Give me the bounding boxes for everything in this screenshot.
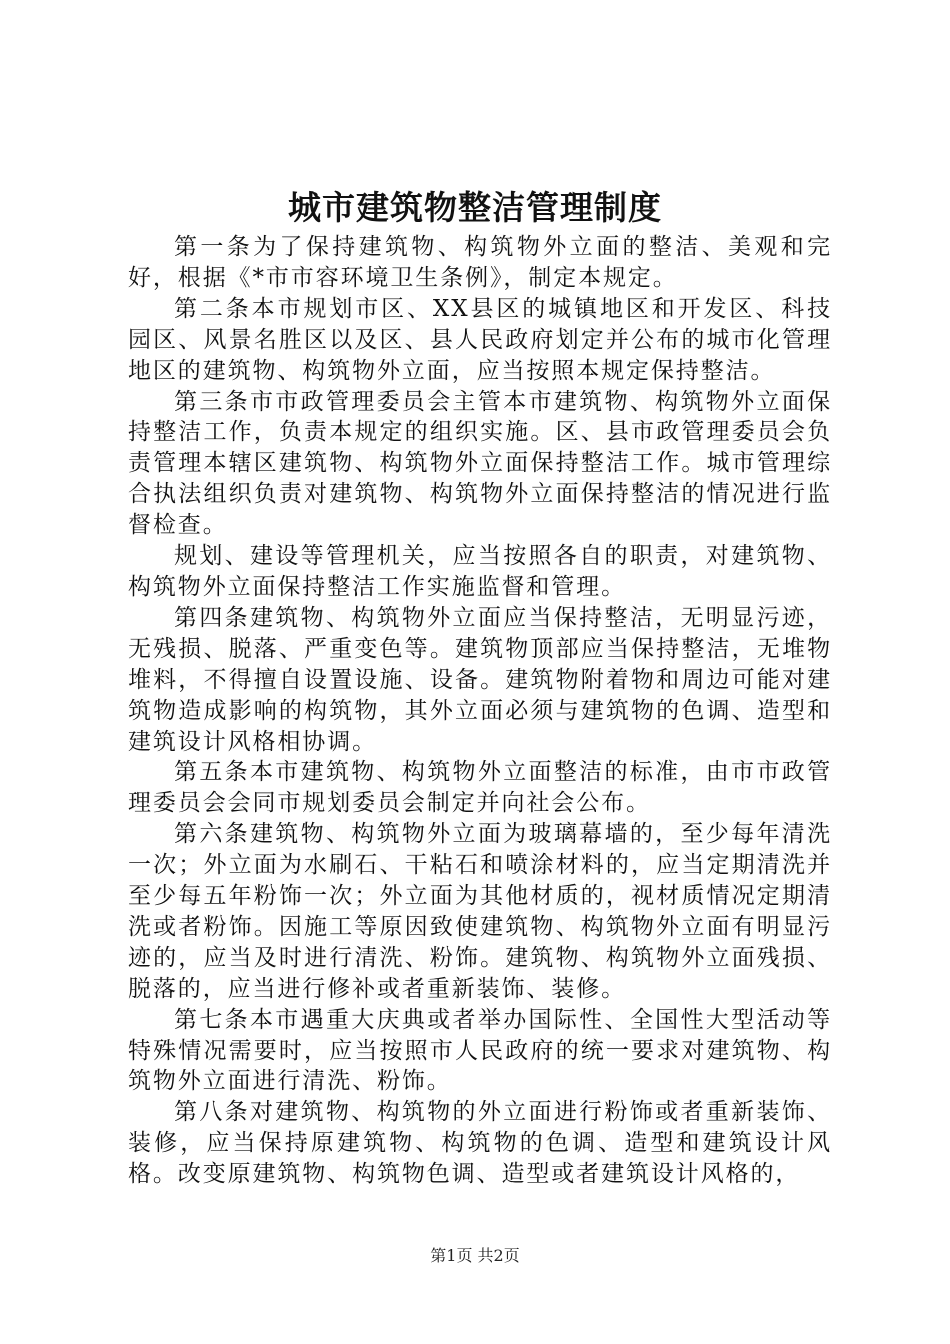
paragraph-article-2: 第二条本市规划市区、XX县区的城镇地区和开发区、科技园区、风景名胜区以及区、县人民政府划定并公布的城市化管理地区的建筑物、构筑物外立面，应当按照本规定保持整洁。: [128, 295, 832, 384]
paragraph-article-4: 第四条建筑物、构筑物外立面应当保持整洁，无明显污迹，无残损、脱落、严重变色等。建筑物顶部应当保持整洁，无堆物堆料，不得擅自设置设施、设备。建筑物附着物和周边可能对建筑物造成影响的构筑物，其外立面必须与建筑物的色调、造型和建筑设计风格相协调。: [128, 604, 832, 755]
paragraph-article-3-supplement: 规划、建设等管理机关，应当按照各自的职责，对建筑物、构筑物外立面保持整洁工作实施监督和管理。: [128, 543, 832, 600]
paragraph-article-8: 第八条对建筑物、构筑物的外立面进行粉饰或者重新装饰、装修，应当保持原建筑物、构筑物的色调、造型和建筑设计风格。改变原建筑物、构筑物色调、造型或者建筑设计风格的，: [128, 1099, 832, 1188]
page-number-footer: 第1页 共2页: [430, 1246, 520, 1265]
document-title: 城市建筑物整洁管理制度: [288, 188, 662, 227]
paragraph-article-5: 第五条本市建筑物、构筑物外立面整洁的标准，由市市政管理委员会会同市规划委员会制定并向社会公布。: [128, 759, 832, 817]
paragraph-article-6: 第六条建筑物、构筑物外立面为玻璃幕墙的，至少每年清洗一次；外立面为水刷石、干粘石和喷涂材料的，应当定期清洗并至少每五年粉饰一次；外立面为其他材质的，视材质情况定期清洗或者粉饰。因施工等原因致使建筑物、构筑物外立面有明显污迹的，应当及时进行清洗、粉饰。建筑物、构筑物外立面残损、脱落的，应当进行修补或者重新装饰、装修。: [128, 821, 832, 1002]
paragraph-article-3: 第三条市市政管理委员会主管本市建筑物、构筑物外立面保持整洁工作，负责本规定的组织实施。区、县市政管理委员会负责管理本辖区建筑物、构筑物外立面保持整洁工作。城市管理综合执法组织负责对建筑物、构筑物外立面保持整洁的情况进行监督检查。: [128, 388, 832, 539]
paragraph-article-1: 第一条为了保持建筑物、构筑物外立面的整洁、美观和完好，根据《*市市容环境卫生条例》，制定本规定。: [128, 234, 832, 291]
document-body: [128, 232, 832, 1190]
paragraph-article-7: 第七条本市遇重大庆典或者举办国际性、全国性大型活动等特殊情况需要时，应当按照市人民政府的统一要求对建筑物、构筑物外立面进行清洗、粉饰。: [128, 1006, 832, 1095]
